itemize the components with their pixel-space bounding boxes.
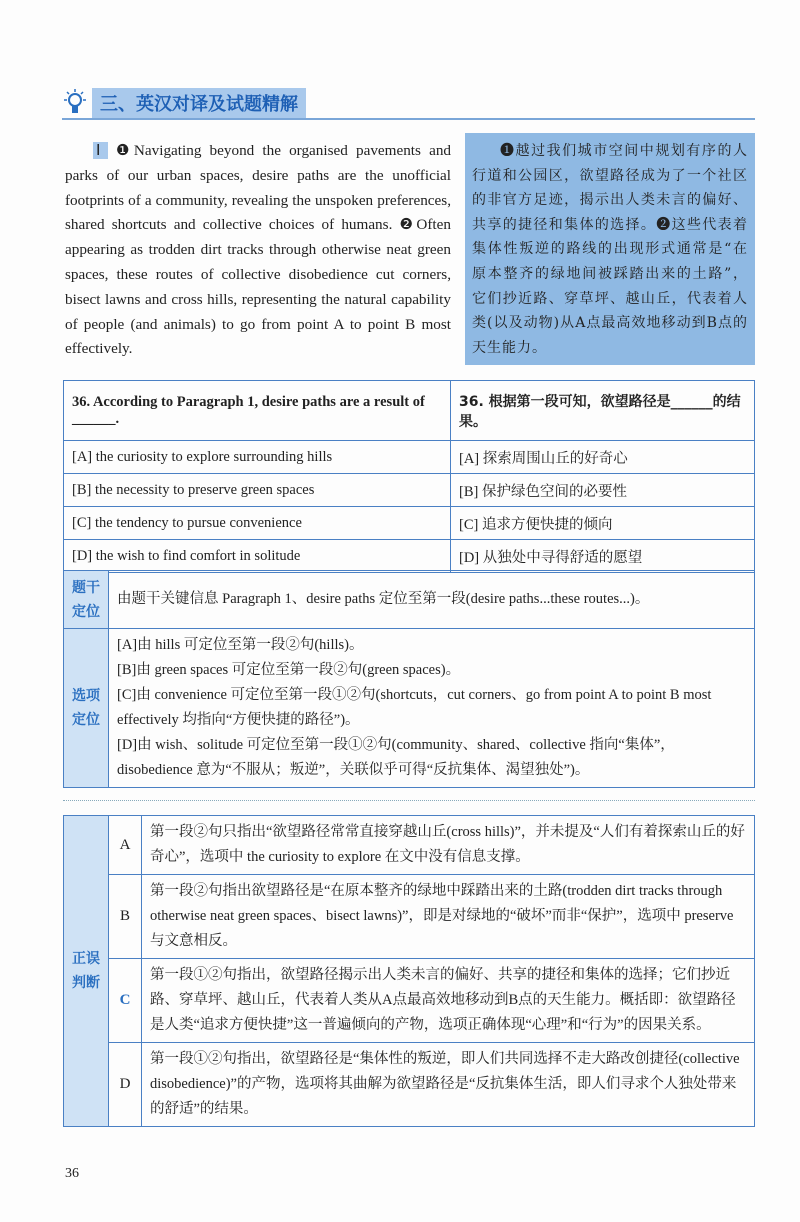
option-locate-label: 选项定位 bbox=[64, 629, 109, 788]
passage-text: ❶Navigating beyond the organised pavements and parks of our urban spaces, desire paths are the unofficial footprints of a community, revealing the unspoken preferences, shared shortcuts and collective choices of humans. ❷Often appearing as trodden dirt tracks through otherwise neat green spaces, these routes of collective disobedience cut corners, bisect lawns and cross hills, representing the natural capability of people (and animals) to go from point A to point B most effectively. bbox=[65, 142, 452, 358]
passage-translation: ❶越过我们城市空间中规划有序的人行道和公园区，欲望路径成为了一个社区的非官方足迹，揭示出人类未言的偏好、共享的捷径和集体的选择。❷这些代表着集体性叛逆的路线的出现形式通常是“在原本整齐的绿地间被踩踏出来的土路”，它们抄近路、穿草坪、越山丘，代表着人类(以及动物)从A点最高效地移动到B点的天生能力。 bbox=[465, 133, 755, 365]
option-locate-text bbox=[109, 629, 755, 788]
option-a-en: [A] the curiosity to explore surrounding hills bbox=[64, 441, 451, 474]
judge-letter: A bbox=[109, 816, 142, 875]
page-number: 36 bbox=[65, 1166, 79, 1181]
locate-line: [B]由 green spaces 可定位至第一段②句(green spaces)。 bbox=[117, 662, 461, 678]
judge-text: 第一段①②句指出，欲望路径是“集体性的叛逆，即人们共同选择不走大路改创捷径(collective disobedience)”的产物，选项将其曲解为欲望路径是“反抗集体生活，即人们寻求个人独处带来的舒适”的结果。 bbox=[142, 1043, 755, 1127]
question-zh: 36. 根据第一段可知，欲望路径是______的结果。 bbox=[451, 381, 755, 441]
judge-table bbox=[63, 815, 755, 1127]
option-b-zh: [B] 保护绿色空间的必要性 bbox=[451, 474, 755, 507]
section-title: 三、英汉对译及试题精解 bbox=[92, 88, 306, 118]
dotted-divider bbox=[63, 800, 755, 801]
judge-letter: B bbox=[109, 875, 142, 959]
header-rule bbox=[62, 118, 755, 120]
option-d-zh: [D] 从独处中寻得舒适的愿望 bbox=[451, 540, 755, 573]
option-b-en: [B] the necessity to preserve green spaces bbox=[64, 474, 451, 507]
lightbulb-icon bbox=[62, 88, 88, 118]
judge-letter: D bbox=[109, 1043, 142, 1127]
stem-locate-label: 题干定位 bbox=[64, 571, 109, 629]
judge-text: 第一段②句指出欲望路径是“在原本整齐的绿地中踩踏出来的土路(trodden dirt tracks through otherwise neat green spaces、bisect lawns)”，即是对绿地的“破坏”而非“保护”，选项中 preserve 与文意相反。 bbox=[142, 875, 755, 959]
option-a-zh: [A] 探索周围山丘的好奇心 bbox=[451, 441, 755, 474]
stem-locate-text: 由题干关键信息 Paragraph 1、desire paths 定位至第一段(desire paths...these routes...)。 bbox=[109, 571, 755, 629]
judge-text: 第一段①②句指出，欲望路径揭示出人类未言的偏好、共享的捷径和集体的选择；它们抄近路、穿草坪、越山丘，代表着人类从A点最高效地移动到B点的天生能力。概括即：欲望路径是人类“追求方便快捷”这一普遍倾向的产物，选项正确体现“心理”和“行为”的因果关系。 bbox=[142, 959, 755, 1043]
locate-line: [C]由 convenience 可定位至第一段①②句(shortcuts，cut corners、go from point A to point B most effectively 均指向“方便快捷的路径”)。 bbox=[117, 687, 712, 728]
option-d-en: [D] the wish to find comfort in solitude bbox=[64, 540, 451, 573]
locate-line: [A]由 hills 可定位至第一段②句(hills)。 bbox=[117, 637, 364, 653]
judge-label: 正误判断 bbox=[64, 816, 109, 1127]
option-c-en: [C] the tendency to pursue convenience bbox=[64, 507, 451, 540]
passage-english bbox=[65, 139, 451, 362]
paragraph-number: Ⅰ bbox=[93, 142, 108, 159]
locate-table bbox=[63, 570, 755, 788]
judge-letter-correct: C bbox=[109, 959, 142, 1043]
locate-line: [D]由 wish、solitude 可定位至第一段①②句(community、shared、collective 指向“集体”，disobedience 意为“不服从；叛逆”，关联似乎可得“反抗集体、渴望独处”)。 bbox=[117, 737, 675, 778]
question-table bbox=[63, 380, 755, 573]
section-header bbox=[62, 88, 306, 118]
question-en: 36. According to Paragraph 1, desire paths are a result of ______. bbox=[64, 381, 451, 441]
judge-text: 第一段②句只指出“欲望路径常常直接穿越山丘(cross hills)”，并未提及“人们有着探索山丘的好奇心”，选项中 the curiosity to explore 在文中没有信息支撑。 bbox=[142, 816, 755, 875]
option-c-zh: [C] 追求方便快捷的倾向 bbox=[451, 507, 755, 540]
